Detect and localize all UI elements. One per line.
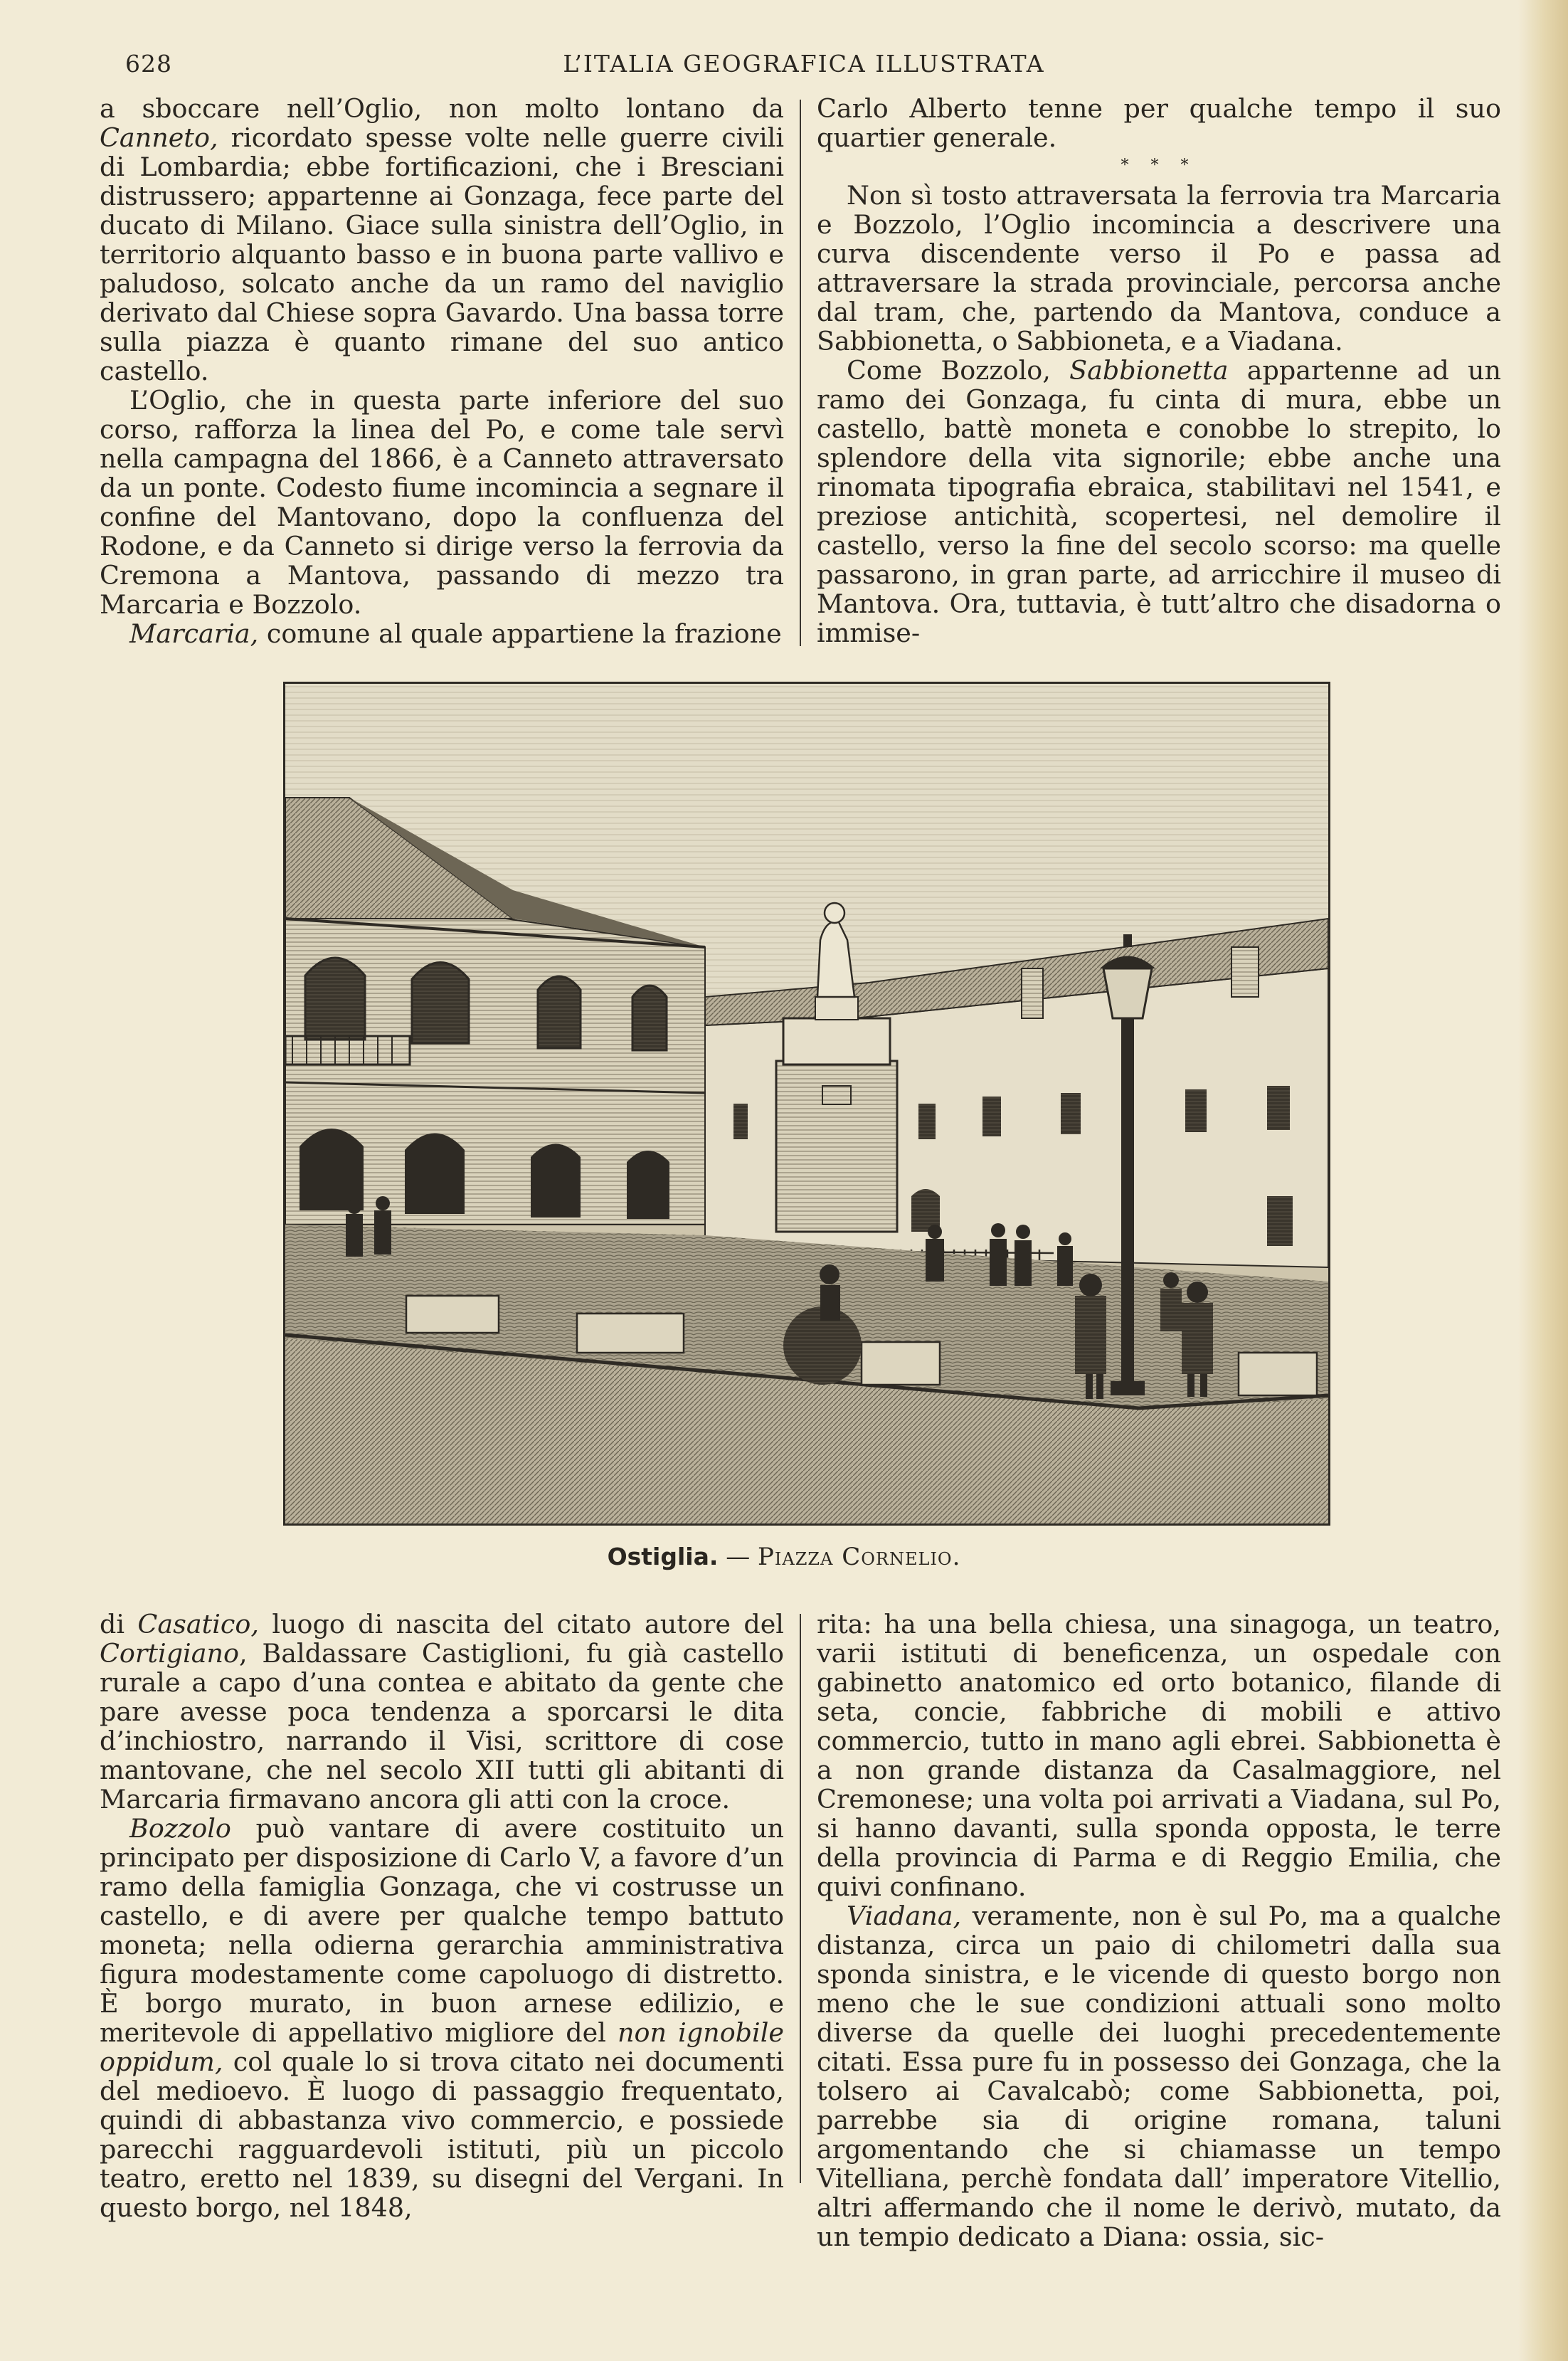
text-run: Come Bozzolo, [847, 355, 1070, 386]
text-run: di [100, 1609, 138, 1639]
text-run: col quale lo si trova citato nei documenti del medioevo. È luogo di passaggio frequentato, quindi di abbastanza vivo commercio, e possiede parecchi ragguardevoli istituti, più un piccolo teatro, eretto nel 1839, su disegni del Vergani. In questo borgo, nel 1848, [100, 2046, 784, 2223]
paragraph: Carlo Alberto tenne per qualche tempo il suo quartier generale. [817, 93, 1501, 153]
paragraph [100, 1814, 784, 2222]
asterism: * * * [1121, 157, 1197, 174]
paragraph [100, 1610, 784, 1814]
caption-dash: — [718, 1543, 758, 1571]
text-run: appartenne ad un ramo dei Gonzaga, fu cinta di mura, ebbe un castello, battè moneta e conobbe lo strepito, lo splendore della vita signorile; ebbe anche una rinomata tipografia ebraica, stabilitavi nel 1541, e preziose antichità, scopertesi, nel demolire il castello, verso la fine del secolo scorso: ma quelle passarono, in gran parte, ad arricchire il museo di Mantova. Ora, tuttavia, è tutt’altro che disadorna o immise- [817, 355, 1501, 648]
paragraph [100, 94, 784, 386]
paragraph [817, 1901, 1501, 2251]
text-run: comune al quale appartiene la frazione [258, 618, 782, 649]
page-number: 628 [125, 50, 172, 78]
paragraph: rita: ha una bella chiesa, una sinagoga, un teatro, varii istituti di beneficenza, un ospedale con gabinetto anatomico ed orto botanico, filande di seta, concie, fabbriche di mobili e attivo commercio, tutto in mano agli ebrei. Sabbionetta è a non grande distanza da Casalmaggiore, nel Cremonese; una volta poi arrivati a Viadana, sul Po, si hanno davanti, sulla sponda opposta, le terre della provincia di Parma e di Reggio Emilia, che quivi confinano. [817, 1609, 1501, 1902]
caption-place: Ostiglia. [607, 1543, 719, 1570]
latin-phrase: non ignobile oppidum, [100, 2017, 784, 2077]
text-run: luogo di nascita del citato autore del [258, 1609, 784, 1639]
paragraph: L’Oglio, che in questa parte inferiore del suo corso, rafforza la linea del Po, e come tale servì nella campagna del 1866, è a Canneto attraversato da un ponte. Codesto fiume incomincia a segnare il confine del Mantovano, dopo la confluenza del Rodone, e da Canneto si dirige verso la ferrovia da Cremona a Mantova, passando di mezzo tra Marcaria e Bozzolo. [100, 385, 784, 620]
place-name-marcaria: Marcaria, [129, 618, 259, 649]
column-divider [800, 100, 801, 646]
place-name-casatico: Casatico, [137, 1609, 259, 1639]
column-top-left [100, 94, 784, 649]
column-top-right [817, 94, 1501, 649]
place-name-sabbionetta: Sabbionetta [1069, 355, 1229, 386]
text-run: veramente, non è sul Po, ma a qualche distanza, circa un paio di chilometri dalla sua sponda sinistra, e le vicende di questo borgo non meno che le sue condizioni attuali sono molto diverse da quelle dei luoghi precedentemente citati. Essa pure fu in possesso dei Gonzaga, che la tolsero ai Cavalcabò; come Sabbionetta, poi, parrebbe sia di origine romana, taluni argomentando che si chiamasse un tempo Vitelliana, perchè fondata dall’ imperatore Vitellio, altri affermando che il nome le derivò, mutato, da un tempio dedicato a Diana: ossia, sic- [817, 1901, 1501, 2252]
paragraph: Non sì tosto attraversata la ferrovia tra Marcaria e Bozzolo, l’Oglio incomincia a descrivere una curva discendente verso il Po e passa ad attraversare la strada provinciale, percorsa anche dal tram, che, partendo da Mantova, conduce a Sabbionetta, o Sabbioneta, e a Viadana. [817, 180, 1501, 356]
page-edge-shadow [1518, 0, 1568, 2361]
caption-title: Piazza Cornelio. [758, 1543, 961, 1571]
paragraph [817, 356, 1501, 648]
figure-caption [0, 1543, 1568, 1571]
column-divider [800, 1614, 801, 2183]
text-run: ricordato spesse volte nelle guerre civili di Lombardia; ebbe fortificazioni, che i Bresciani distrussero; appartenne ai Gonzaga, fece parte del ducato di Milano. Giace sulla sinistra dell’Oglio, in territorio alquanto basso e in buona parte vallivo e paludoso, solcato anche da un ramo del naviglio derivato dal Chiese sopra Gavardo. Una bassa torre sulla piazza è quanto rimane del suo antico castello. [100, 122, 784, 386]
text-run: a sboccare nell’Oglio, non molto lontano da [100, 93, 784, 124]
running-title: L’ITALIA GEOGRAFICA ILLUSTRATA [563, 50, 1045, 78]
paragraph [100, 619, 784, 648]
text-run: può vantare di avere costituito un principato per disposizione di Carlo V, a favore d’un ramo della famiglia Gonzaga, che vi costrusse un castello, e di avere per qualche tempo battuto moneta; nella odierna gerarchia amministrativa figura modestamente come capoluogo di distretto. È borgo murato, in buon arnese edilizio, e meritevole di appellativo migliore del [100, 1813, 784, 2048]
column-bottom-left [100, 1609, 784, 2223]
place-name-bozzolo: Bozzolo [129, 1813, 231, 1844]
text-run: , Baldassare Castiglioni, fu già castello rurale a capo d’una contea e abitato da gente che pare avesse poca tendenza a sporcarsi le dita d’inchiostro, narrando il Visi, scrittore di cose mantovane, che nel secolo XII tutti gli abitanti di Marcaria firmavano ancora gli atti con la croce. [100, 1638, 784, 1815]
place-name-canneto: Canneto, [100, 122, 218, 153]
column-bottom-right [817, 1609, 1501, 2252]
book-title-cortigiano: Cortigiano [100, 1638, 239, 1669]
place-name-viadana: Viadana, [847, 1901, 962, 1931]
page-header [107, 50, 1501, 84]
engraving-piazza-cornelio [283, 682, 1330, 1526]
